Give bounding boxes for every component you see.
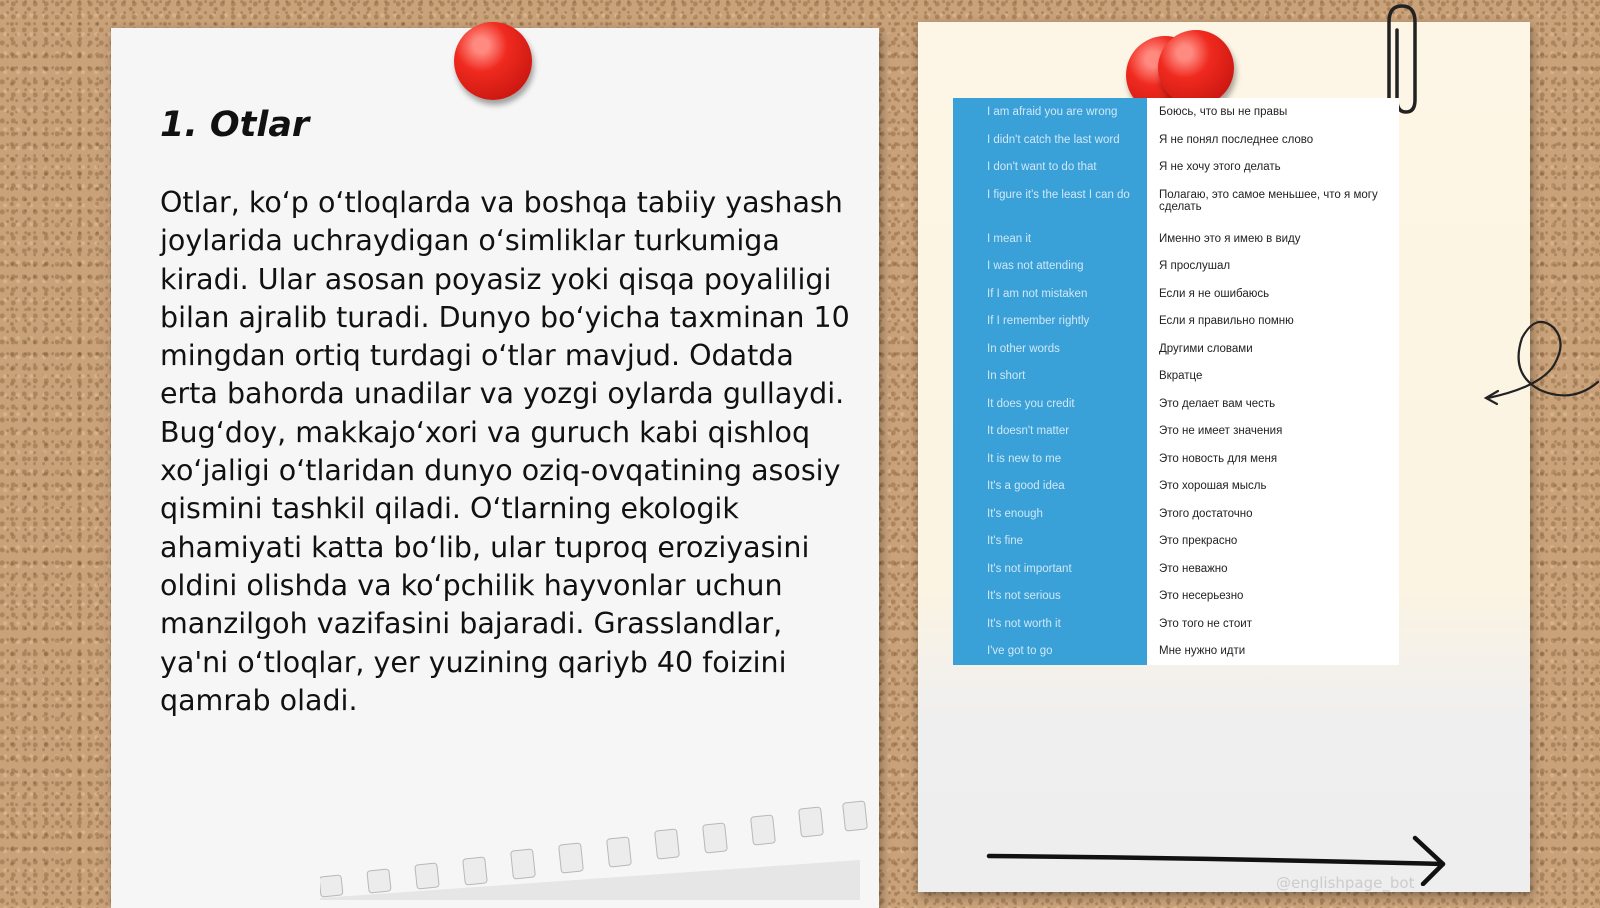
phrase-russian: Если я не ошибаюсь	[1147, 280, 1399, 308]
card-title: 1. Otlar	[160, 105, 310, 145]
phrase-row	[953, 390, 1399, 418]
phrase-row	[953, 362, 1399, 390]
phrase-row	[953, 307, 1399, 335]
phrase-row	[953, 527, 1399, 555]
phrase-english: It's a good idea	[953, 472, 1147, 500]
phrase-row	[953, 225, 1399, 253]
phrase-russian: Полагаю, это самое меньшее, что я могу сделать	[1147, 181, 1399, 225]
watermark-text: @englishpage_bot	[1276, 874, 1415, 892]
phrase-russian: Я прослушал	[1147, 252, 1399, 280]
phrase-row	[953, 445, 1399, 473]
phrase-english: I've got to go	[953, 637, 1147, 665]
phrase-row	[953, 252, 1399, 280]
phrase-row	[953, 335, 1399, 363]
phrase-english: It's not worth it	[953, 610, 1147, 638]
phrase-russian: Именно это я имею в виду	[1147, 225, 1399, 253]
phrase-russian: Другими словами	[1147, 335, 1399, 363]
phrase-russian: Боюсь, что вы не правы	[1147, 98, 1399, 126]
phrase-russian: Это хорошая мысль	[1147, 472, 1399, 500]
phrase-english: I didn't catch the last word	[953, 126, 1147, 154]
phrase-english: I am afraid you are wrong	[953, 98, 1147, 126]
phrase-row	[953, 472, 1399, 500]
phrase-english: It doesn't matter	[953, 417, 1147, 445]
red-pushpin-icon	[1158, 30, 1234, 106]
phrase-row	[953, 126, 1399, 154]
phrase-russian: Это того не стоит	[1147, 610, 1399, 638]
phrase-russian: Это не имеет значения	[1147, 417, 1399, 445]
phrase-english: It's enough	[953, 500, 1147, 528]
phrase-russian: Если я правильно помню	[1147, 307, 1399, 335]
phrase-row	[953, 417, 1399, 445]
phrase-row	[953, 582, 1399, 610]
phrase-row	[953, 153, 1399, 181]
phrase-english: I don't want to do that	[953, 153, 1147, 181]
phrase-russian: Это неважно	[1147, 555, 1399, 583]
phrase-row	[953, 610, 1399, 638]
phrase-english: In short	[953, 362, 1147, 390]
phrase-english: If I remember rightly	[953, 307, 1147, 335]
doodle-arrow-loop-icon	[1480, 312, 1600, 412]
phrase-table-body	[953, 98, 1399, 665]
phrase-row	[953, 637, 1399, 665]
phrase-english: In other words	[953, 335, 1147, 363]
phrase-english: It does you credit	[953, 390, 1147, 418]
phrase-russian: Я не хочу этого делать	[1147, 153, 1399, 181]
phrase-english: It's not important	[953, 555, 1147, 583]
torn-paper-edge-decoration	[320, 800, 880, 900]
phrase-russian: Этого достаточно	[1147, 500, 1399, 528]
phrase-russian: Это несерьезно	[1147, 582, 1399, 610]
phrase-russian: Я не понял последнее слово	[1147, 126, 1399, 154]
phrase-english: It is new to me	[953, 445, 1147, 473]
phrase-row	[953, 555, 1399, 583]
phrase-english: I mean it	[953, 225, 1147, 253]
phrase-english: It's fine	[953, 527, 1147, 555]
phrase-row	[953, 98, 1399, 126]
red-pushpin-icon	[454, 22, 532, 100]
phrase-russian: Это прекрасно	[1147, 527, 1399, 555]
phrase-russian: Вкратце	[1147, 362, 1399, 390]
phrase-english: I was not attending	[953, 252, 1147, 280]
phrase-table	[953, 98, 1399, 665]
phrase-russian: Это делает вам честь	[1147, 390, 1399, 418]
phrase-russian: Это новость для меня	[1147, 445, 1399, 473]
phrase-row	[953, 500, 1399, 528]
card-body-text: Otlar, koʻp oʻtloqlarda va boshqa tabiiy yashash joylarida uchraydigan oʻsimliklar turkumiga kiradi. Ular asosan poyasiz yoki qisqa poyaliligi bilan ajralib turadi. Dunyo boʻyicha taxminan 10 mingdan ortiq turdagi oʻtlar mavjud. Odatda erta bahorda unadilar va yozgi oylarda gullaydi. Bugʻdoy, makkajoʻxori va guruch kabi qishloq xoʻjaligi oʻtlaridan dunyo oziq-ovqatining asosiy qismini tashkil qiladi. Oʻtlarning ekologik ahamiyati katta boʻlib, ular tuproq eroziyasini oldini olishda va koʻpchilik hayvonlar uchun manzilgoh vazifasini bajaradi. Grasslandlar, ya'ni oʻtloqlar, yer yuzining qariyb 40 foizini qamrab oladi.	[160, 186, 850, 717]
phrase-english: It's not serious	[953, 582, 1147, 610]
phrase-english: If I am not mistaken	[953, 280, 1147, 308]
phrase-english: I figure it's the least I can do	[953, 181, 1147, 225]
phrase-russian: Мне нужно идти	[1147, 637, 1399, 665]
phrase-row	[953, 181, 1399, 225]
phrase-row	[953, 280, 1399, 308]
